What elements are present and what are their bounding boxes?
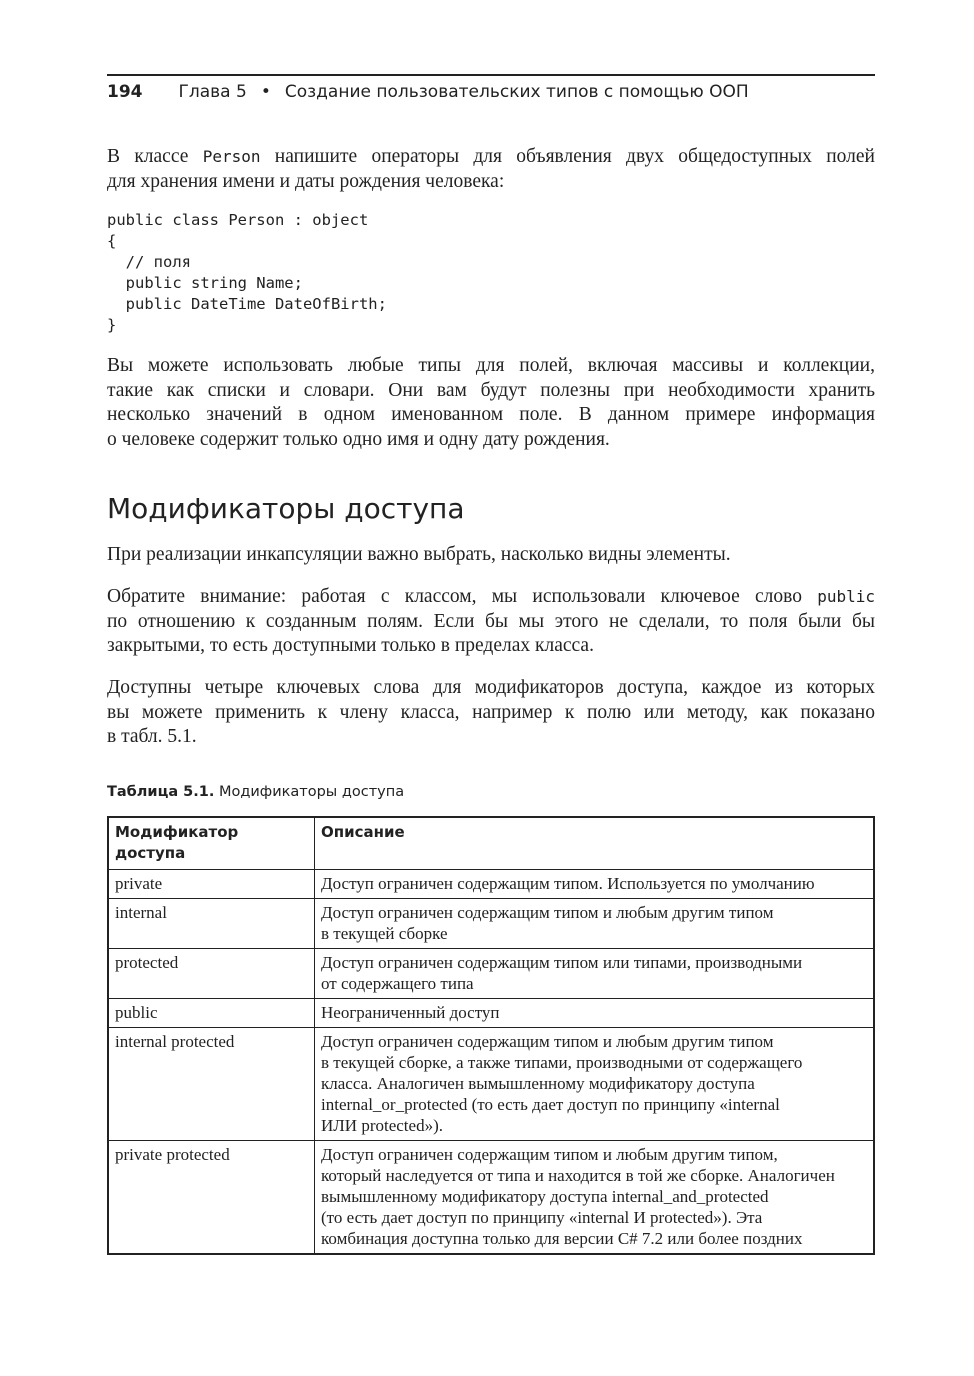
text-line: Вы можете использовать любые типы для полей, включая массивы и коллекции, xyxy=(107,355,875,376)
table-row xyxy=(108,899,874,949)
description-line: internal_or_protected (то есть дает доступ по принципу «internal xyxy=(321,1095,780,1114)
paragraph-public-note xyxy=(107,585,875,659)
description-line: Доступ ограничен содержащим типом и любым другим типом xyxy=(321,903,774,922)
paragraph-encapsulation xyxy=(107,543,875,568)
code-line: // поля xyxy=(107,253,191,271)
text-line: Обратите внимание: работая с классом, мы использовали ключевое слово public xyxy=(107,586,875,607)
description-line: в текущей сборке xyxy=(321,924,448,943)
description-line: комбинация доступна только для версии C# 7.2 или более поздних xyxy=(321,1229,803,1248)
modifier-cell: internal xyxy=(108,899,315,949)
description-line: ИЛИ protected»). xyxy=(321,1116,443,1135)
description-line: Доступ ограничен содержащим типом и любым другим типом, xyxy=(321,1145,778,1164)
description-line: Доступ ограничен содержащим типом и любым другим типом xyxy=(321,1032,774,1051)
description-cell xyxy=(315,899,875,949)
column-header-modifier: Модификатор доступа xyxy=(108,817,315,870)
table-row xyxy=(108,870,874,899)
description-line: класса. Аналогичен вымышленному модификатору доступа xyxy=(321,1074,755,1093)
description-line: Доступ ограничен содержащим типом или типами, производными xyxy=(321,953,803,972)
table-row xyxy=(108,999,874,1028)
text-line: о человеке содержит только одно имя и одну дату рождения. xyxy=(107,428,610,450)
table-row xyxy=(108,1141,874,1255)
text-line: Доступны четыре ключевых слова для модификаторов доступа, каждое из которых xyxy=(107,677,875,698)
text-line: в табл. 5.1. xyxy=(107,726,197,748)
caption-label: Таблица 5.1. xyxy=(107,784,215,800)
page-number: 194 xyxy=(107,82,143,102)
description-cell xyxy=(315,949,875,999)
code-line: public DateTime DateOfBirth; xyxy=(107,295,387,313)
column-header-description: Описание xyxy=(315,817,875,870)
table-caption xyxy=(107,784,875,800)
description-cell xyxy=(315,870,875,899)
text-line: В классе Person напишите операторы для объявления двух общедоступных полей xyxy=(107,146,875,167)
paragraph-modifiers xyxy=(107,676,875,750)
table-header-row xyxy=(108,817,874,870)
chapter-title: Создание пользовательских типов с помощью ООП xyxy=(284,82,749,102)
modifier-cell: public xyxy=(108,999,315,1028)
description-cell xyxy=(315,1028,875,1141)
description-line: который наследуется от типа и находится в той же сборке. Аналогичен xyxy=(321,1166,835,1185)
modifier-cell: private xyxy=(108,870,315,899)
text-line: закрытыми, то есть доступными только в пределах класса. xyxy=(107,635,594,657)
modifier-cell: private protected xyxy=(108,1141,315,1255)
code-block xyxy=(107,210,875,336)
table-row xyxy=(108,1028,874,1141)
paragraph-intro xyxy=(107,145,875,194)
description-line: от содержащего типа xyxy=(321,974,474,993)
table-row xyxy=(108,949,874,999)
paragraph-fields xyxy=(107,354,875,452)
code-line: public string Name; xyxy=(107,274,303,292)
description-line: Неограниченный доступ xyxy=(321,1003,500,1022)
header-rule xyxy=(107,74,875,76)
text-line: по отношению к созданным полям. Если бы мы этого не сделали, то поля были бы xyxy=(107,610,875,632)
description-line: в текущей сборке, а также типами, производными от содержащего xyxy=(321,1053,803,1072)
running-header xyxy=(107,82,749,102)
text-line: При реализации инкапсуляции важно выбрать, насколько видны элементы. xyxy=(107,544,731,565)
inline-code: public xyxy=(817,587,875,606)
description-line: вымышленному модификатору доступа internal_and_protected xyxy=(321,1187,769,1206)
inline-code: Person xyxy=(202,147,261,166)
access-modifiers-table xyxy=(107,816,875,1255)
code-line: public class Person : object xyxy=(107,211,369,229)
code-line: { xyxy=(107,232,117,250)
description-line: Доступ ограничен содержащим типом. Используется по умолчанию xyxy=(321,874,815,893)
description-line: (то есть дает доступ по принципу «internal И protected»). Эта xyxy=(321,1208,763,1227)
description-cell xyxy=(315,1141,875,1255)
text-line: такие как списки и словари. Они вам будут полезны при необходимости хранить xyxy=(107,379,875,401)
text-line: несколько значений в одном именованном поле. В данном примере информация xyxy=(107,404,875,426)
section-heading: Модификаторы доступа xyxy=(107,492,465,525)
code-line: } xyxy=(107,316,117,334)
description-cell xyxy=(315,999,875,1028)
bullet: • xyxy=(260,82,271,102)
chapter-label: Глава 5 xyxy=(178,82,247,102)
modifier-cell: protected xyxy=(108,949,315,999)
text-line: для хранения имени и даты рождения человека: xyxy=(107,170,505,192)
modifier-cell: internal protected xyxy=(108,1028,315,1141)
caption-text: Модификаторы доступа xyxy=(214,784,405,800)
text-line: вы можете применить к члену класса, например к полю или методу, как показано xyxy=(107,701,875,723)
